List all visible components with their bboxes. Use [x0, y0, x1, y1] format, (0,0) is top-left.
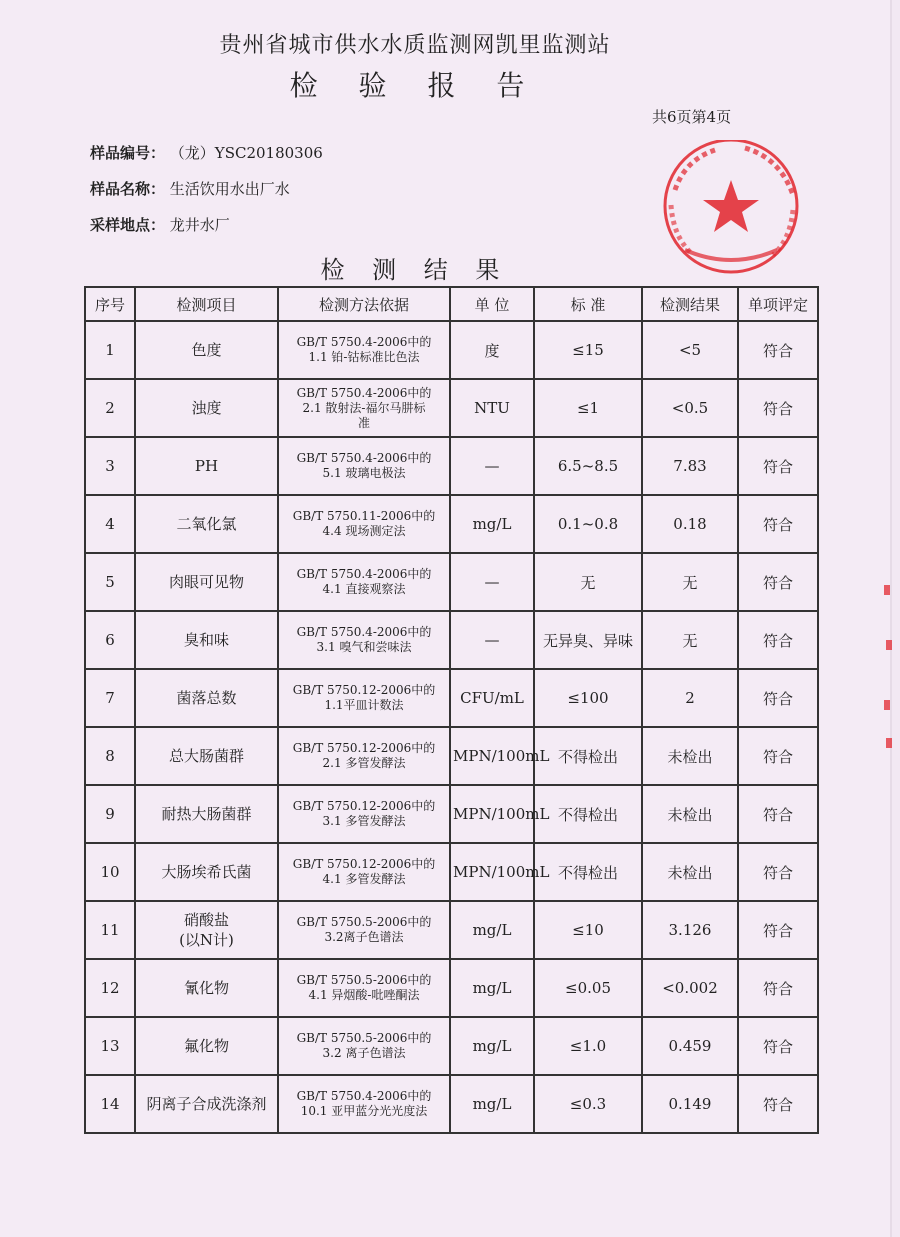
cell-method: GB/T 5750.4-2006中的 1.1 铂-钴标准比色法 [278, 321, 450, 379]
cell-result: 0.149 [642, 1075, 738, 1133]
table-row [85, 1017, 818, 1075]
cell-judgement: 符合 [738, 785, 818, 843]
header-judgement: 单项评定 [738, 287, 818, 321]
cell-method: GB/T 5750.12-2006中的 3.1 多管发酵法 [278, 785, 450, 843]
cell-judgement: 符合 [738, 901, 818, 959]
cell-standard: 0.1~0.8 [534, 495, 642, 553]
header-no: 序号 [85, 287, 135, 321]
table-row [85, 495, 818, 553]
sample-location-value: 龙井水厂 [169, 216, 230, 234]
table-row [85, 669, 818, 727]
cell-unit: — [450, 611, 534, 669]
cell-no: 12 [85, 959, 135, 1017]
cell-item: 肉眼可见物 [135, 553, 278, 611]
cell-item: 氟化物 [135, 1017, 278, 1075]
cell-standard: 不得检出 [534, 727, 642, 785]
seal-star-icon [703, 180, 759, 232]
cell-item: 硝酸盐 (以N计) [135, 901, 278, 959]
cell-method: GB/T 5750.4-2006中的 2.1 散射法-福尔马肼标 准 [278, 379, 450, 437]
sample-number-value: （龙）YSC20180306 [169, 144, 323, 162]
report-title: 检 验 报 告 [289, 69, 541, 102]
cell-standard: 无 [534, 553, 642, 611]
cell-standard: 6.5~8.5 [534, 437, 642, 495]
table-row [85, 437, 818, 495]
cell-item: 氰化物 [135, 959, 278, 1017]
cell-standard: 不得检出 [534, 785, 642, 843]
cell-no: 7 [85, 669, 135, 727]
cell-unit: MPN/100mL [450, 843, 534, 901]
cell-result: 未检出 [642, 843, 738, 901]
table-row [85, 321, 818, 379]
cell-judgement: 符合 [738, 495, 818, 553]
table-header-row [85, 287, 818, 321]
cell-unit: mg/L [450, 901, 534, 959]
cell-judgement: 符合 [738, 379, 818, 437]
table-row [85, 727, 818, 785]
cell-method: GB/T 5750.11-2006中的 4.4 现场测定法 [278, 495, 450, 553]
cell-judgement: 符合 [738, 1017, 818, 1075]
table-row [85, 843, 818, 901]
stamp-bleed-mark [884, 700, 890, 710]
cell-standard: 不得检出 [534, 843, 642, 901]
cell-result: 7.83 [642, 437, 738, 495]
cell-method: GB/T 5750.5-2006中的 4.1 异烟酸-吡唑酮法 [278, 959, 450, 1017]
results-table-body [85, 321, 818, 1133]
stamp-bleed-mark [884, 585, 890, 595]
header-item: 检测项目 [135, 287, 278, 321]
cell-item: 耐热大肠菌群 [135, 785, 278, 843]
cell-no: 14 [85, 1075, 135, 1133]
cell-judgement: 符合 [738, 553, 818, 611]
page-indicator: 共6页第4页 [652, 108, 732, 126]
cell-no: 10 [85, 843, 135, 901]
cell-no: 9 [85, 785, 135, 843]
cell-judgement: 符合 [738, 321, 818, 379]
cell-unit: — [450, 553, 534, 611]
header-method: 检测方法依据 [278, 287, 450, 321]
cell-unit: mg/L [450, 959, 534, 1017]
cell-method: GB/T 5750.12-2006中的 2.1 多管发酵法 [278, 727, 450, 785]
table-row [85, 611, 818, 669]
cell-item: 色度 [135, 321, 278, 379]
cell-standard: ≤15 [534, 321, 642, 379]
cell-judgement: 符合 [738, 669, 818, 727]
cell-standard: ≤1 [534, 379, 642, 437]
cell-item: 大肠埃希氏菌 [135, 843, 278, 901]
cell-judgement: 符合 [738, 1075, 818, 1133]
cell-no: 2 [85, 379, 135, 437]
results-table [84, 286, 819, 1134]
cell-standard: ≤1.0 [534, 1017, 642, 1075]
sample-number-row [90, 142, 323, 163]
table-row [85, 379, 818, 437]
cell-result: 0.18 [642, 495, 738, 553]
table-row [85, 553, 818, 611]
cell-no: 4 [85, 495, 135, 553]
cell-no: 13 [85, 1017, 135, 1075]
cell-no: 8 [85, 727, 135, 785]
cell-result: 0.459 [642, 1017, 738, 1075]
cell-method: GB/T 5750.4-2006中的 10.1 亚甲蓝分光光度法 [278, 1075, 450, 1133]
stamp-bleed-mark [886, 640, 892, 650]
cell-judgement: 符合 [738, 727, 818, 785]
sample-name-row [90, 178, 290, 199]
cell-standard: ≤0.3 [534, 1075, 642, 1133]
table-row [85, 959, 818, 1017]
cell-unit: MPN/100mL [450, 785, 534, 843]
cell-result: 未检出 [642, 727, 738, 785]
cell-no: 6 [85, 611, 135, 669]
cell-item: 总大肠菌群 [135, 727, 278, 785]
header-standard: 标 准 [534, 287, 642, 321]
stamp-bleed-mark [886, 738, 892, 748]
results-section-title: 检 测 结 果 [320, 256, 510, 284]
sample-location-row [90, 214, 230, 235]
cell-unit: MPN/100mL [450, 727, 534, 785]
cell-no: 11 [85, 901, 135, 959]
cell-result: <0.002 [642, 959, 738, 1017]
cell-unit: — [450, 437, 534, 495]
cell-unit: 度 [450, 321, 534, 379]
cell-unit: NTU [450, 379, 534, 437]
cell-unit: mg/L [450, 1017, 534, 1075]
cell-result: 3.126 [642, 901, 738, 959]
cell-item: 浊度 [135, 379, 278, 437]
cell-item: 菌落总数 [135, 669, 278, 727]
cell-judgement: 符合 [738, 959, 818, 1017]
cell-standard: ≤100 [534, 669, 642, 727]
cell-method: GB/T 5750.4-2006中的 5.1 玻璃电极法 [278, 437, 450, 495]
cell-result: 无 [642, 553, 738, 611]
cell-item: 阴离子合成洗涤剂 [135, 1075, 278, 1133]
cell-item: 臭和味 [135, 611, 278, 669]
cell-method: GB/T 5750.12-2006中的 4.1 多管发酵法 [278, 843, 450, 901]
cell-standard: ≤10 [534, 901, 642, 959]
cell-method: GB/T 5750.12-2006中的 1.1平皿计数法 [278, 669, 450, 727]
header-result: 检测结果 [642, 287, 738, 321]
cell-result: 未检出 [642, 785, 738, 843]
cell-unit: mg/L [450, 1075, 534, 1133]
cell-method: GB/T 5750.4-2006中的 4.1 直接观察法 [278, 553, 450, 611]
cell-result: 2 [642, 669, 738, 727]
cell-item: 二氧化氯 [135, 495, 278, 553]
cell-judgement: 符合 [738, 437, 818, 495]
table-row [85, 785, 818, 843]
table-row [85, 901, 818, 959]
cell-method: GB/T 5750.4-2006中的 3.1 嗅气和尝味法 [278, 611, 450, 669]
cell-judgement: 符合 [738, 843, 818, 901]
cell-standard: ≤0.05 [534, 959, 642, 1017]
cell-no: 3 [85, 437, 135, 495]
cell-result: <5 [642, 321, 738, 379]
cell-no: 5 [85, 553, 135, 611]
header-unit: 单 位 [450, 287, 534, 321]
cell-result: <0.5 [642, 379, 738, 437]
cell-unit: CFU/mL [450, 669, 534, 727]
organization-name: 贵州省城市供水水质监测网凯里监测站 [219, 33, 611, 58]
cell-item: PH [135, 437, 278, 495]
sample-name-label: 样品名称： [90, 180, 166, 198]
cell-method: GB/T 5750.5-2006中的 3.2 离子色谱法 [278, 1017, 450, 1075]
cell-judgement: 符合 [738, 611, 818, 669]
cell-standard: 无异臭、异味 [534, 611, 642, 669]
table-row [85, 1075, 818, 1133]
sample-number-label: 样品编号： [90, 144, 166, 162]
cell-unit: mg/L [450, 495, 534, 553]
cell-result: 无 [642, 611, 738, 669]
sample-location-label: 采样地点： [90, 216, 166, 234]
sample-name-value: 生活饮用水出厂水 [169, 180, 290, 198]
cell-method: GB/T 5750.5-2006中的 3.2离子色谱法 [278, 901, 450, 959]
cell-no: 1 [85, 321, 135, 379]
